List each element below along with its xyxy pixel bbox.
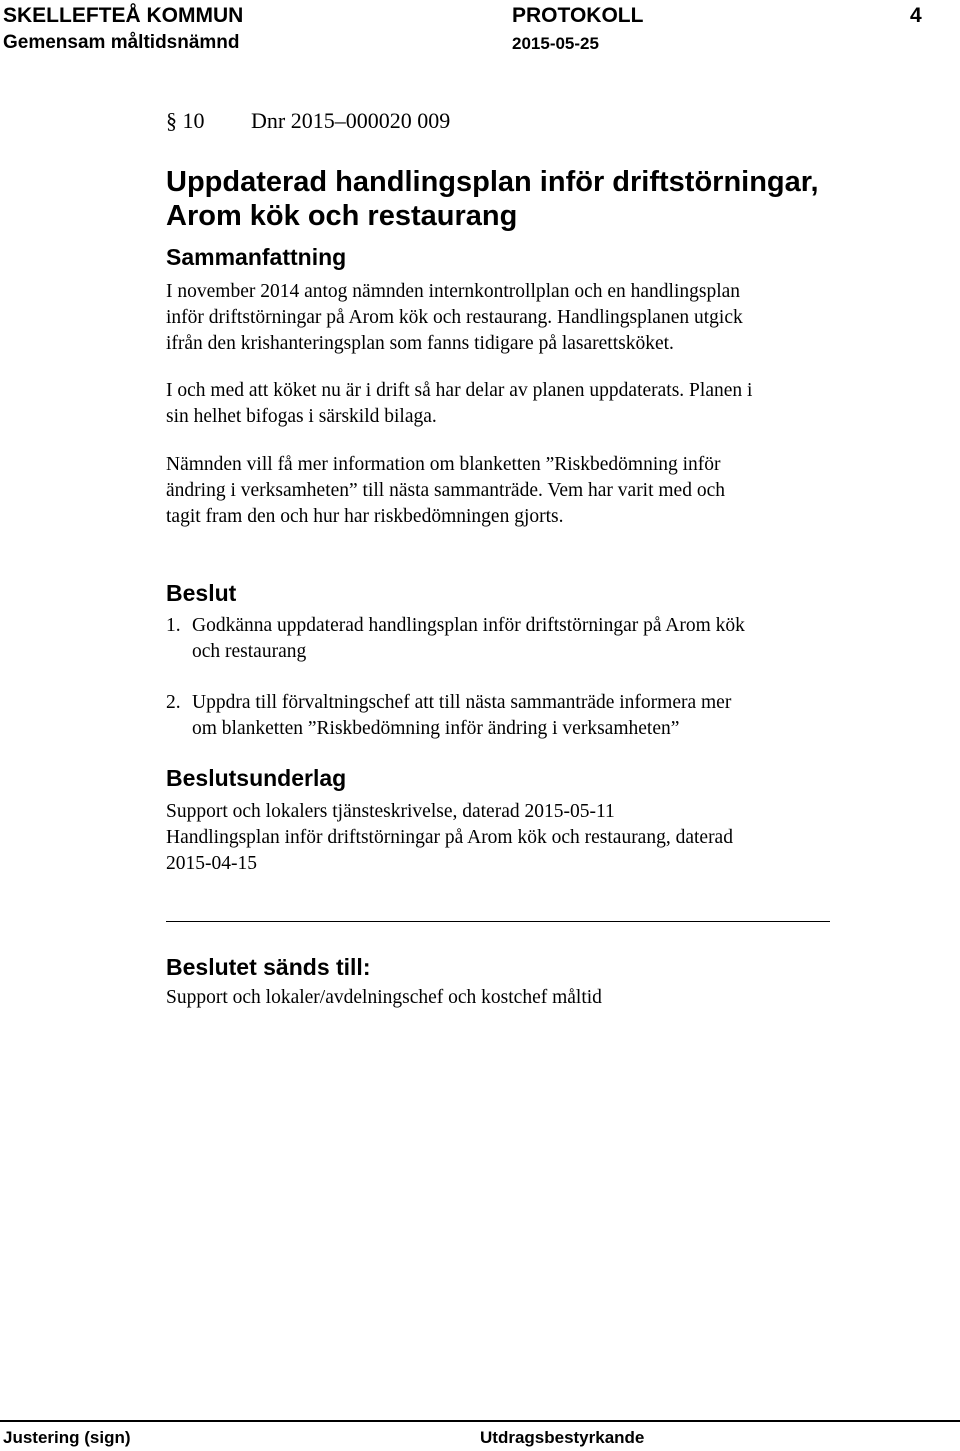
document-type: PROTOKOLL [512,4,644,27]
sent-to-heading: Beslutet sänds till: [166,954,371,980]
dnr: Dnr 2015–000020 009 [251,108,451,133]
text-line: I november 2014 antog nämnden internkontrollplan och en handlingsplan [166,281,741,302]
committee-name: Gemensam måltidsnämnd [3,32,240,53]
summary-paragraph-1 [166,279,743,357]
decision-item-number: 1. [166,615,181,636]
text-line: sin helhet bifogas i särskild bilaga. [166,406,437,427]
section-title-line: Uppdaterad handlingsplan inför driftstörningar, [166,166,819,198]
text-line: Godkänna uppdaterad handlingsplan inför driftstörningar på Arom kök [192,615,745,636]
basis-list [166,799,733,877]
text-line: om blanketten ”Riskbedömning inför ändring i verksamheten” [192,718,680,739]
text-line: Support och lokalers tjänsteskrivelse, daterad 2015-05-11 [166,801,615,822]
decision-item-1 [192,613,745,665]
sent-to-text: Support och lokaler/avdelningschef och kostchef måltid [166,987,602,1008]
footer-rule [0,1420,960,1422]
text-line: inför driftstörningar på Arom kök och restaurang. Handlingsplanen utgick [166,307,743,328]
text-line: ifrån den krishanteringsplan som fanns tidigare på lasarettsköket. [166,333,674,354]
text-line: Handlingsplan inför driftstörningar på Arom kök och restaurang, daterad [166,827,733,848]
text-line: Uppdra till förvaltningschef att till nästa sammanträde informera mer [192,692,732,713]
text-line: Nämnden vill få mer information om blanketten ”Riskbedömning inför [166,454,721,475]
protocol-date: 2015-05-25 [512,34,599,53]
text-line: I och med att köket nu är i drift så har delar av planen uppdaterats. Planen i [166,380,753,401]
text-line: 2015-04-15 [166,853,257,874]
footer-certification-label: Utdragsbestyrkande [480,1428,645,1447]
basis-heading: Beslutsunderlag [166,765,347,791]
page-number: 4 [910,4,922,27]
separator-line [166,921,830,922]
decision-item-number: 2. [166,692,181,713]
summary-paragraph-3 [166,452,725,530]
text-line: ändring i verksamheten” till nästa sammanträde. Vem har varit med och [166,480,725,501]
section-title-line: Arom kök och restaurang [166,200,518,232]
section-title [166,165,819,233]
organization-name: SKELLEFTEÅ KOMMUN [3,4,244,27]
decision-item-2 [192,690,731,742]
text-line: och restaurang [192,641,307,662]
text-line: tagit fram den och hur har riskbedömningen gjorts. [166,506,564,527]
footer-signature-label: Justering (sign) [3,1428,131,1447]
paragraph-number: § 10 [166,108,205,133]
summary-paragraph-2 [166,378,752,430]
decision-heading: Beslut [166,580,237,606]
summary-heading: Sammanfattning [166,244,347,270]
